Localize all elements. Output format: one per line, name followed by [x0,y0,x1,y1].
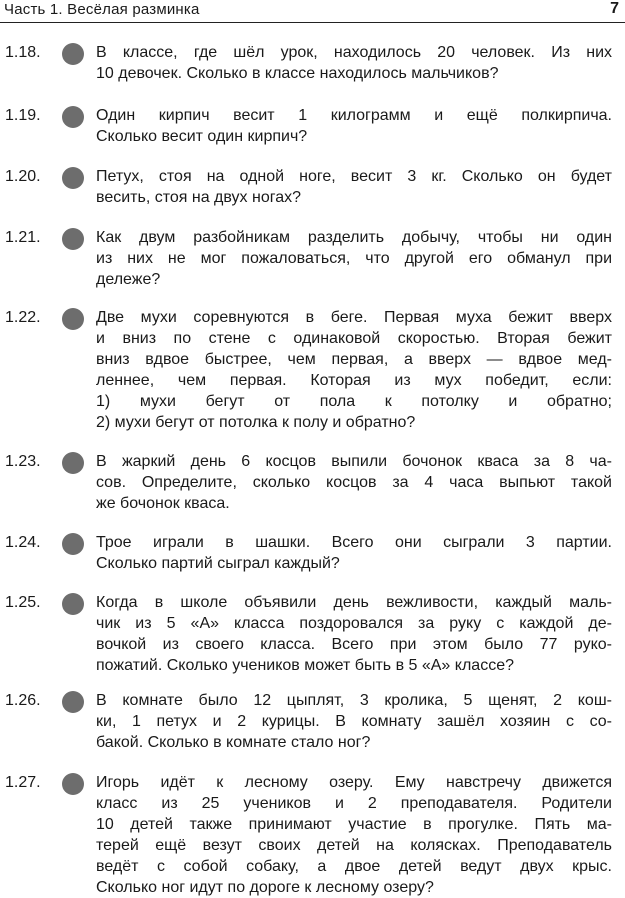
difficulty-circle-icon [62,691,84,713]
problem-number: 1.22. [5,309,41,326]
problem-text-line: и вниз по стене с одинаковой скоростью. Вторая бежит [96,330,612,347]
header-title: Часть 1. Весёлая разминка [4,1,200,18]
problem-text [96,166,612,208]
problem-text-line: Игорь идёт к лесному озеру. Ему навстречу движется [96,774,612,791]
problem-number: 1.23. [5,453,41,470]
problem-text-line: В жаркий день 6 косцов выпили бочонок кваса за 8 ча- [96,453,612,470]
difficulty-circle-icon [62,43,84,65]
problem-text-line: ведёт с собой собаку, а двое детей ведут двух крыс. [96,858,612,875]
problem-text [96,592,612,676]
problem-number: 1.19. [5,107,41,124]
problem-text-line: вниз вдвое быстрее, чем первая, а вверх — вдвое мед- [96,351,612,368]
problem-text-line: Две мухи соревнуются в беге. Первая муха бежит вверх [96,309,612,326]
problem-text [96,451,612,514]
difficulty-circle-icon [62,167,84,189]
problem-text-line: Один кирпич весит 1 килограмм и ещё полкирпича. [96,107,612,124]
problem-number: 1.18. [5,44,41,61]
problem-text-line: класс из 25 учеников и 2 преподавателя. Родители [96,795,612,812]
problem-text-line: сов. Определите, сколько косцов за 4 часа выпьют такой [96,474,612,491]
problem-text-line: 10 детей также принимают участие в прогулке. Пять ма- [96,816,612,833]
difficulty-circle-icon [62,533,84,555]
problem-number: 1.25. [5,594,41,611]
problem-text-line: Сколько партий сыграл каждый? [96,555,340,572]
problem-text [96,227,612,290]
problem-text-line: дележе? [96,271,161,288]
problem-text-line: В комнате было 12 цыплят, 3 кролика, 5 щенят, 2 кош- [96,692,612,709]
problem-number: 1.27. [5,774,41,791]
problem-text-line: бакой. Сколько в комнате стало ног? [96,734,371,751]
problem-text-line: 1) мухи бегут от пола к потолку и обратно; [96,393,612,410]
problem-text [96,690,612,753]
problem-text-line: Как двум разбойникам разделить добычу, чтобы ни один [96,229,612,246]
problem-text-line: Когда в школе объявили день вежливости, каждый маль- [96,594,612,611]
problem-text-line: леннее, чем первая. Которая из мух победит, если: [96,372,612,389]
running-header [0,0,625,23]
problem-number: 1.26. [5,692,41,709]
problem-number: 1.20. [5,168,41,185]
problem-text-line: пожатий. Сколько учеников может быть в 5 «А» классе? [96,657,514,674]
problem-text-line: ки, 1 петух и 2 курицы. В комнату зашёл хозяин с со- [96,713,612,730]
problem-text [96,42,612,84]
difficulty-circle-icon [62,452,84,474]
problem-text-line: В классе, где шёл урок, находилось 20 человек. Из них [96,44,612,61]
problem-text-line: из них не мог пожаловаться, что другой его обманул при [96,250,612,267]
problem-text-line: вочкой из своего класса. Всего при этом было 77 руко- [96,636,612,653]
difficulty-circle-icon [62,593,84,615]
problem-text-line: же бочонок кваса. [96,495,230,512]
problem-text-line: 10 девочек. Сколько в классе находилось мальчиков? [96,65,499,82]
problem-text-line: Сколько весит один кирпич? [96,128,308,145]
page-number: 7 [610,0,619,17]
problem-text-line: чик из 5 «А» класса поздоровался за руку с каждой де- [96,615,612,632]
problem-text [96,307,612,433]
problem-text [96,105,612,147]
problem-text [96,532,612,574]
problem-text-line: 2) мухи бегут от потолка к полу и обратно? [96,414,416,431]
problem-text [96,772,612,898]
problem-number: 1.21. [5,229,41,246]
problem-text-line: терей ещё везут своих детей на колясках. Преподаватель [96,837,612,854]
problem-text-line: Сколько ног идут по дороге к лесному озеру? [96,879,434,896]
difficulty-circle-icon [62,308,84,330]
problem-text-line: Петух, стоя на одной ноге, весит 3 кг. Сколько он будет [96,168,612,185]
problem-text-line: Трое играли в шашки. Всего они сыграли 3 партии. [96,534,612,551]
difficulty-circle-icon [62,228,84,250]
difficulty-circle-icon [62,106,84,128]
problem-text-line: весить, стоя на двух ногах? [96,189,301,206]
difficulty-circle-icon [62,773,84,795]
problem-number: 1.24. [5,534,41,551]
